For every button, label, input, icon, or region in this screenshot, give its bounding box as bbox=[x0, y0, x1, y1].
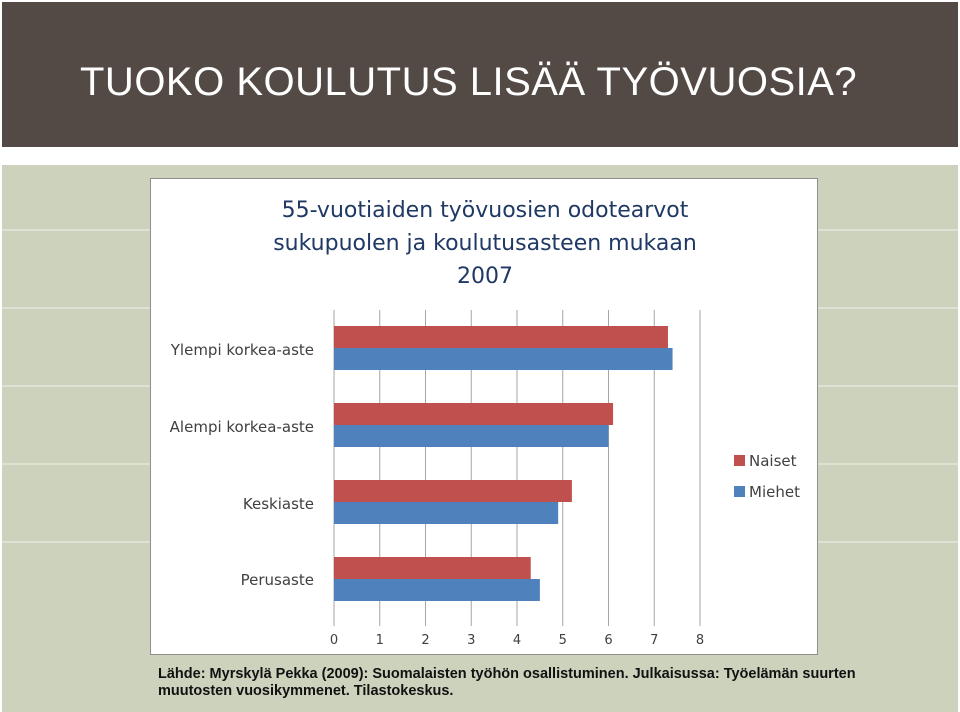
x-tick-label: 7 bbox=[650, 633, 659, 648]
legend-swatch bbox=[734, 486, 745, 497]
chart-title-line: 2007 bbox=[457, 264, 513, 289]
bar-naiset bbox=[334, 403, 613, 425]
category-label: Perusaste bbox=[240, 571, 314, 589]
category-labels bbox=[170, 341, 314, 589]
bar-miehet bbox=[334, 502, 558, 524]
legend-label: Naiset bbox=[749, 452, 797, 470]
bar-chart bbox=[151, 179, 819, 656]
bar-miehet bbox=[334, 579, 540, 601]
category-label: Alempi korkea-aste bbox=[169, 418, 314, 436]
title-bar bbox=[2, 2, 958, 147]
bar-naiset bbox=[334, 326, 668, 348]
x-tick-label: 5 bbox=[558, 633, 567, 648]
chart-legend bbox=[734, 452, 800, 501]
legend-swatch bbox=[734, 455, 745, 466]
x-tick-label: 3 bbox=[467, 633, 476, 648]
x-tick-label: 0 bbox=[329, 633, 339, 648]
x-tick-label: 6 bbox=[604, 633, 613, 648]
bar-naiset bbox=[334, 557, 531, 579]
chart-panel bbox=[150, 178, 818, 655]
chart-title-line: 55-vuotiaiden työvuosien odotearvot bbox=[281, 198, 689, 223]
chart-bars bbox=[334, 326, 673, 601]
bar-miehet bbox=[334, 348, 673, 370]
bar-miehet bbox=[334, 425, 609, 447]
category-label: Keskiaste bbox=[242, 495, 314, 513]
slide-title: TUOKO KOULUTUS LISÄÄ TYÖVUOSIA? bbox=[80, 60, 858, 104]
x-tick-label: 4 bbox=[512, 633, 522, 648]
chart-title bbox=[273, 198, 697, 289]
chart-title-line: sukupuolen ja koulutusasteen mukaan bbox=[273, 231, 697, 256]
legend-label: Miehet bbox=[749, 483, 800, 501]
source-citation: Lähde: Myrskylä Pekka (2009): Suomalaisten työhön osallistuminen. Julkaisussa: Työelämän suurten muutosten vuosikymmenet. Tilastokeskus. bbox=[158, 666, 856, 699]
x-tick-label: 2 bbox=[421, 633, 430, 648]
x-tick-label: 1 bbox=[375, 633, 384, 648]
x-axis-ticks bbox=[330, 633, 704, 648]
category-label: Ylempi korkea-aste bbox=[170, 341, 314, 359]
x-tick-label: 8 bbox=[695, 633, 705, 648]
bar-naiset bbox=[334, 480, 572, 502]
